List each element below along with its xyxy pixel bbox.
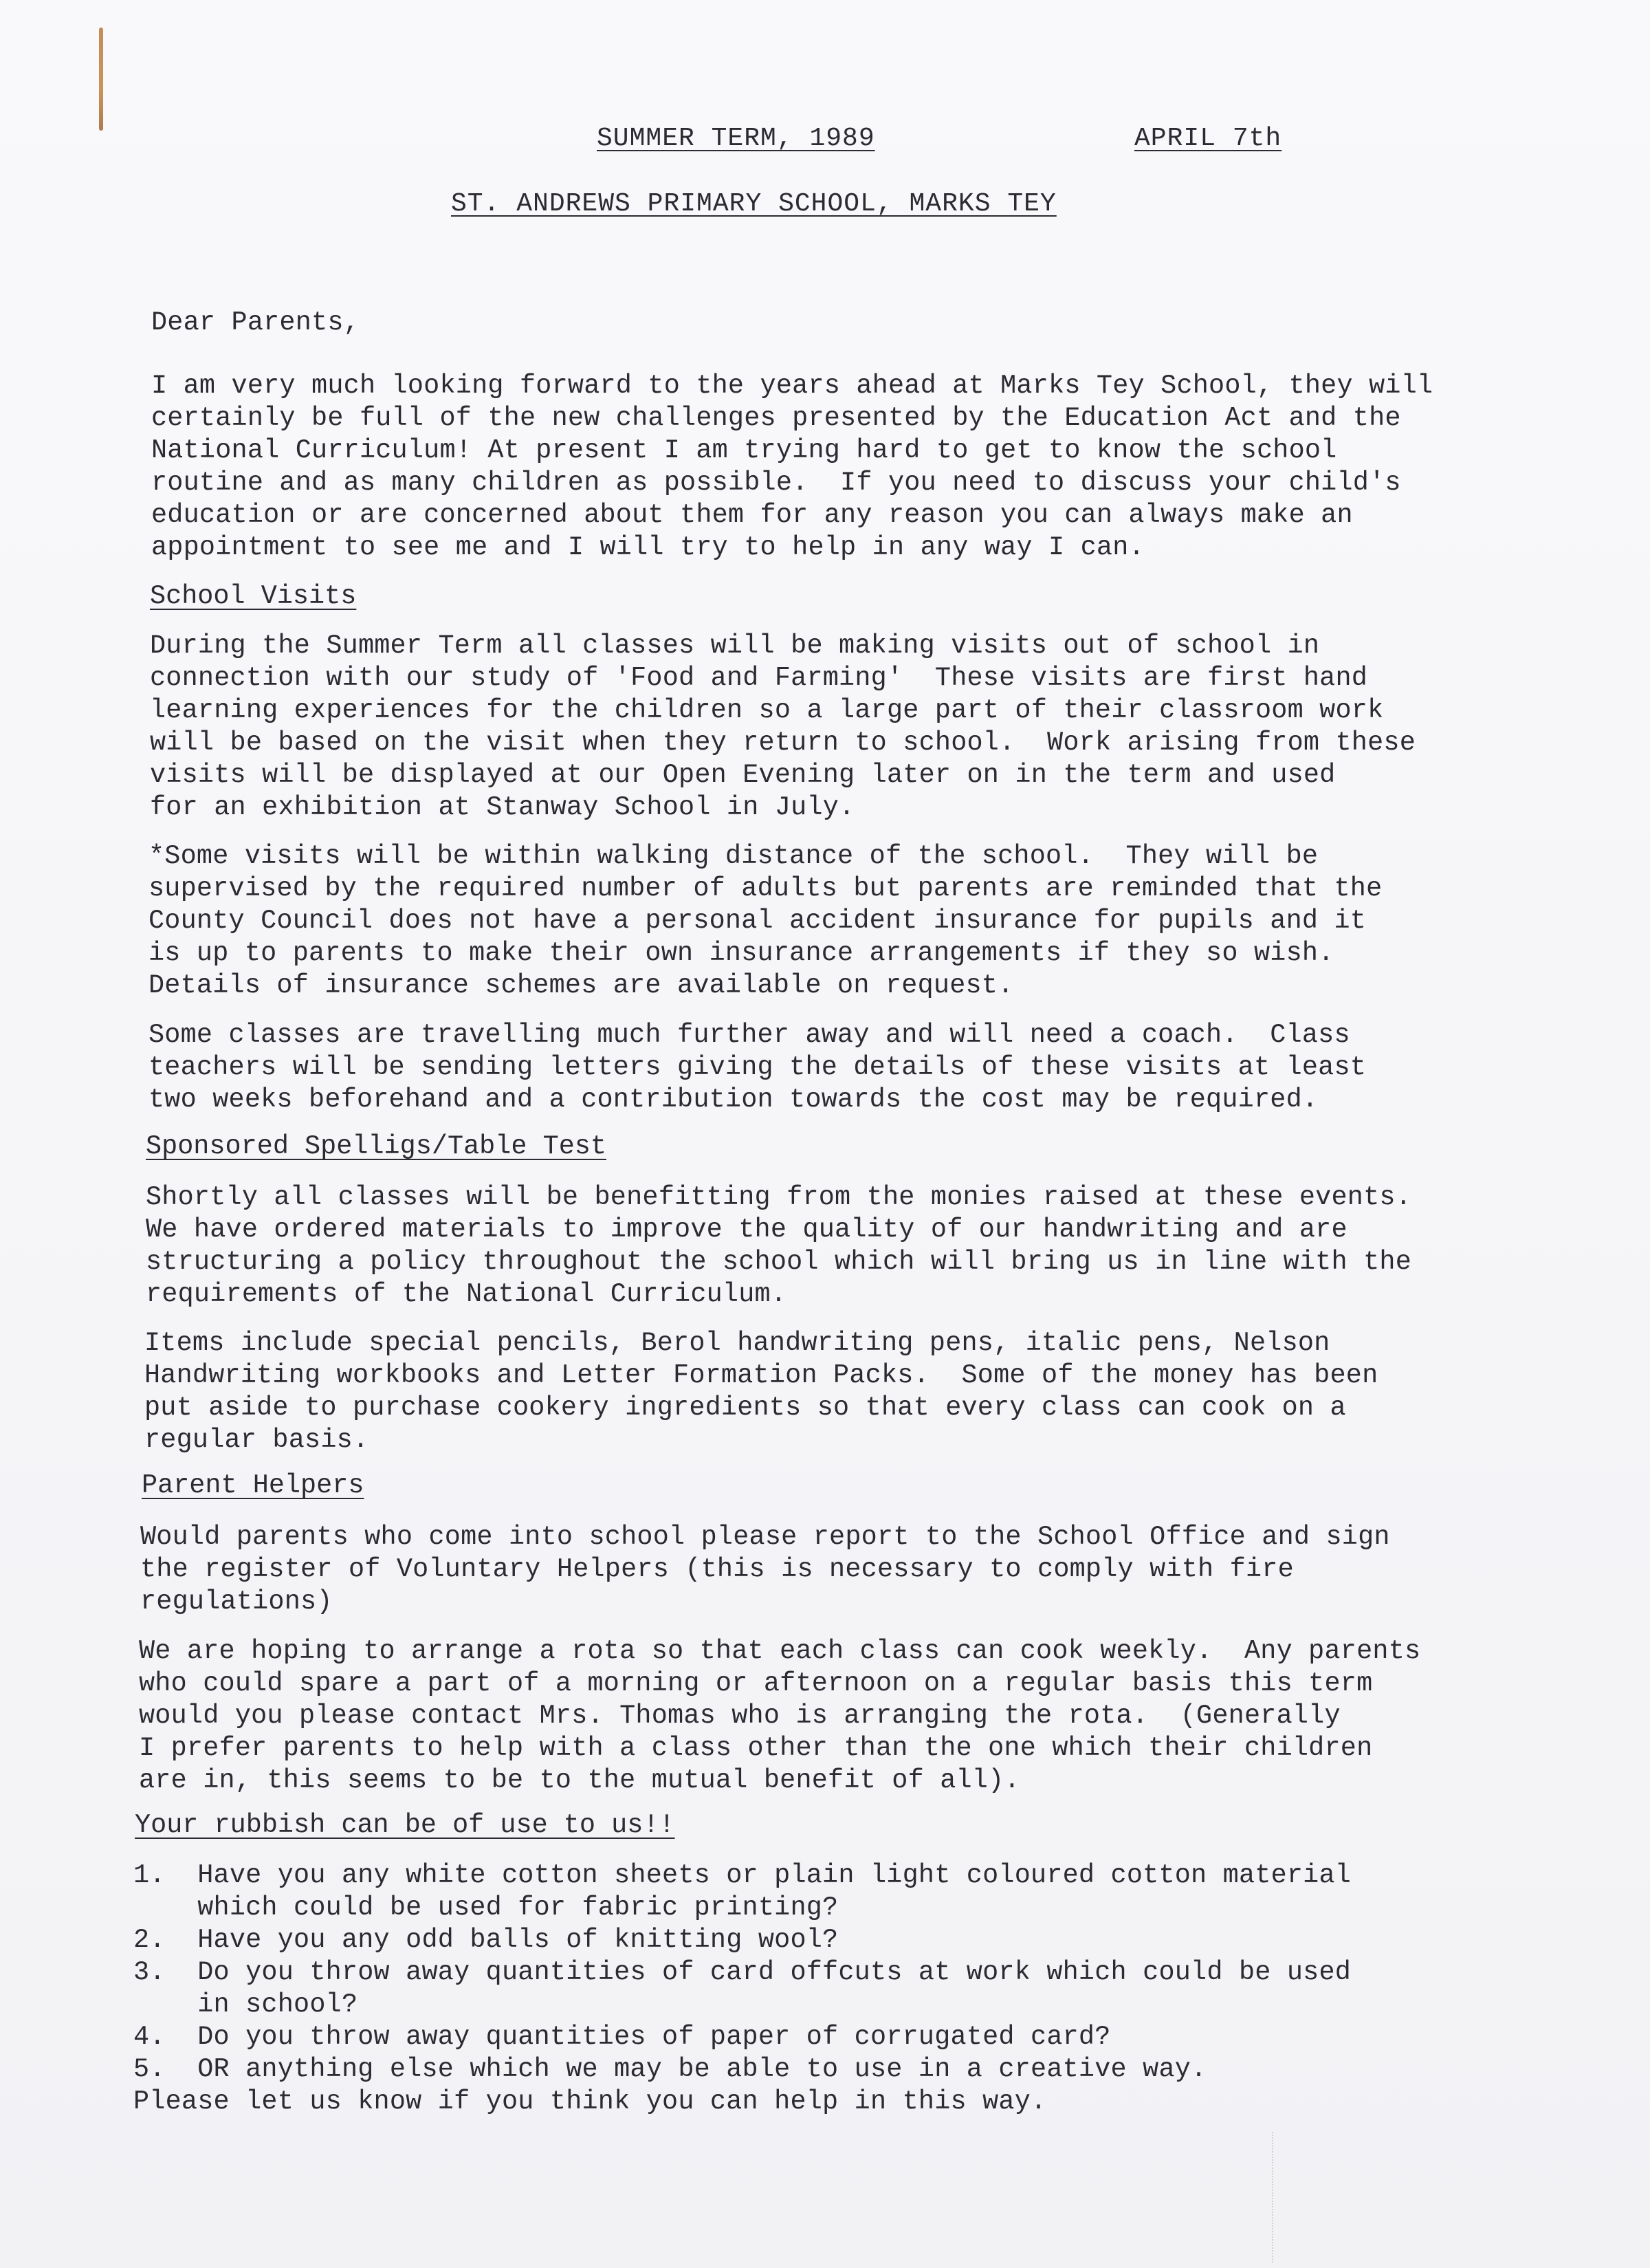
text-line: learning experiences for the children so a large part of their classroom work <box>150 695 1384 726</box>
text-line: During the Summer Term all classes will be making visits out of school in <box>150 631 1320 661</box>
text-line: visits will be displayed at our Open Evening later on in the term and used <box>150 760 1336 790</box>
term-title: SUMMER TERM, 1989 <box>597 124 875 153</box>
text-line: connection with our study of 'Food and Farming' These visits are first hand <box>150 663 1368 693</box>
text-line: We have ordered materials to improve the quality of our handwriting and are <box>146 1214 1348 1245</box>
letter-date: APRIL 7th <box>1134 124 1282 153</box>
school-visits-paragraph-3 <box>148 1019 1496 1116</box>
text-line: two weeks beforehand and a contribution towards the cost may be required. <box>148 1084 1319 1115</box>
text-line: Handwriting workbooks and Letter Formation Packs. Some of the money has been <box>144 1360 1378 1391</box>
list-item: 2. Have you any odd balls of knitting wool? <box>133 1925 839 1955</box>
text-line: education or are concerned about them for any reason you can always make an <box>151 500 1353 530</box>
text-line: Details of insurance schemes are available on request. <box>148 970 1014 1001</box>
text-line: for an exhibition at Stanway School in July. <box>150 792 855 822</box>
text-line: I am very much looking forward to the years ahead at Marks Tey School, they will <box>151 371 1433 401</box>
school-name: ST. ANDREWS PRIMARY SCHOOL, MARKS TEY <box>451 189 1057 219</box>
text-line: who could spare a part of a morning or afternoon on a regular basis this term <box>139 1668 1373 1699</box>
text-line: requirements of the National Curriculum. <box>146 1279 787 1309</box>
text-line: supervised by the required number of adults but parents are reminded that the <box>148 873 1383 904</box>
text-line: Some classes are travelling much further away and will need a coach. Class <box>148 1020 1350 1050</box>
list-item: 5. OR anything else which we may be able to use in a creative way. <box>133 2054 1207 2084</box>
text-line: the register of Voluntary Helpers (this is necessary to comply with fire <box>140 1554 1294 1584</box>
text-line: Shortly all classes will be benefitting from the monies raised at these events. <box>146 1182 1411 1212</box>
text-line: put aside to purchase cookery ingredients so that every class can cook on a <box>144 1393 1346 1423</box>
intro-paragraph <box>151 370 1499 564</box>
text-line: We are hoping to arrange a rota so that each class can cook weekly. Any parents <box>139 1636 1421 1666</box>
text-line: teachers will be sending letters giving the details of these visits at least <box>148 1052 1367 1082</box>
text-line: structuring a policy throughout the school which will bring us in line with the <box>146 1247 1411 1277</box>
text-line: appointment to see me and I will try to help in any way I can. <box>151 532 1145 563</box>
list-item: in school? <box>133 1989 358 2020</box>
text-line: regulations) <box>140 1586 333 1617</box>
school-visits-paragraph-2 <box>148 840 1496 1002</box>
text-line: National Curriculum! At present I am trying hard to get to know the school <box>151 435 1337 466</box>
text-line: regular basis. <box>144 1425 369 1455</box>
text-line: certainly be full of the new challenges presented by the Education Act and the <box>151 403 1401 433</box>
school-visits-paragraph-1 <box>150 630 1497 824</box>
text-line: are in, this seems to be to the mutual benefit of all). <box>139 1765 1020 1796</box>
parent-helpers-paragraph-2 <box>139 1635 1486 1797</box>
margin-mark <box>99 28 103 131</box>
sponsored-heading: Sponsored Spelligs/Table Test <box>146 1131 607 1162</box>
sponsored-paragraph-1 <box>146 1181 1493 1311</box>
school-visits-heading: School Visits <box>150 581 357 611</box>
list-item: 3. Do you throw away quantities of card offcuts at work which could be used <box>133 1957 1352 1987</box>
list-item: 4. Do you throw away quantities of paper of corrugated card? <box>133 2022 1111 2052</box>
salutation-text: Dear Parents, <box>151 307 360 338</box>
text-line: is up to parents to make their own insurance arrangements if they so wish. <box>148 938 1334 968</box>
text-line: I prefer parents to help with a class other than the one which their children <box>139 1733 1373 1763</box>
sponsored-paragraph-2 <box>144 1327 1492 1457</box>
parent-helpers-heading: Parent Helpers <box>142 1470 364 1501</box>
text-line: would you please contact Mrs. Thomas who is arranging the rota. (Generally <box>139 1701 1341 1731</box>
salutation <box>151 307 1499 339</box>
text-line: will be based on the visit when they return to school. Work arising from these <box>150 728 1416 758</box>
list-item: 1. Have you any white cotton sheets or plain light coloured cotton material <box>133 1860 1352 1890</box>
text-line: *Some visits will be within walking distance of the school. They will be <box>148 841 1319 871</box>
closing-line: Please let us know if you think you can help in this way. <box>133 2086 1047 2117</box>
text-line: Would parents who come into school please report to the School Office and sign <box>140 1522 1390 1552</box>
rubbish-heading: Your rubbish can be of use to us!! <box>135 1810 675 1840</box>
text-line: Items include special pencils, Berol handwriting pens, italic pens, Nelson <box>144 1328 1330 1358</box>
text-line: routine and as many children as possible. If you need to discuss your child's <box>151 468 1401 498</box>
list-item: which could be used for fabric printing? <box>133 1893 839 1923</box>
text-line: County Council does not have a personal accident insurance for pupils and it <box>148 906 1367 936</box>
parent-helpers-paragraph-1 <box>140 1521 1488 1618</box>
margin-dots <box>1272 2132 1279 2262</box>
rubbish-list <box>133 1860 1481 2118</box>
